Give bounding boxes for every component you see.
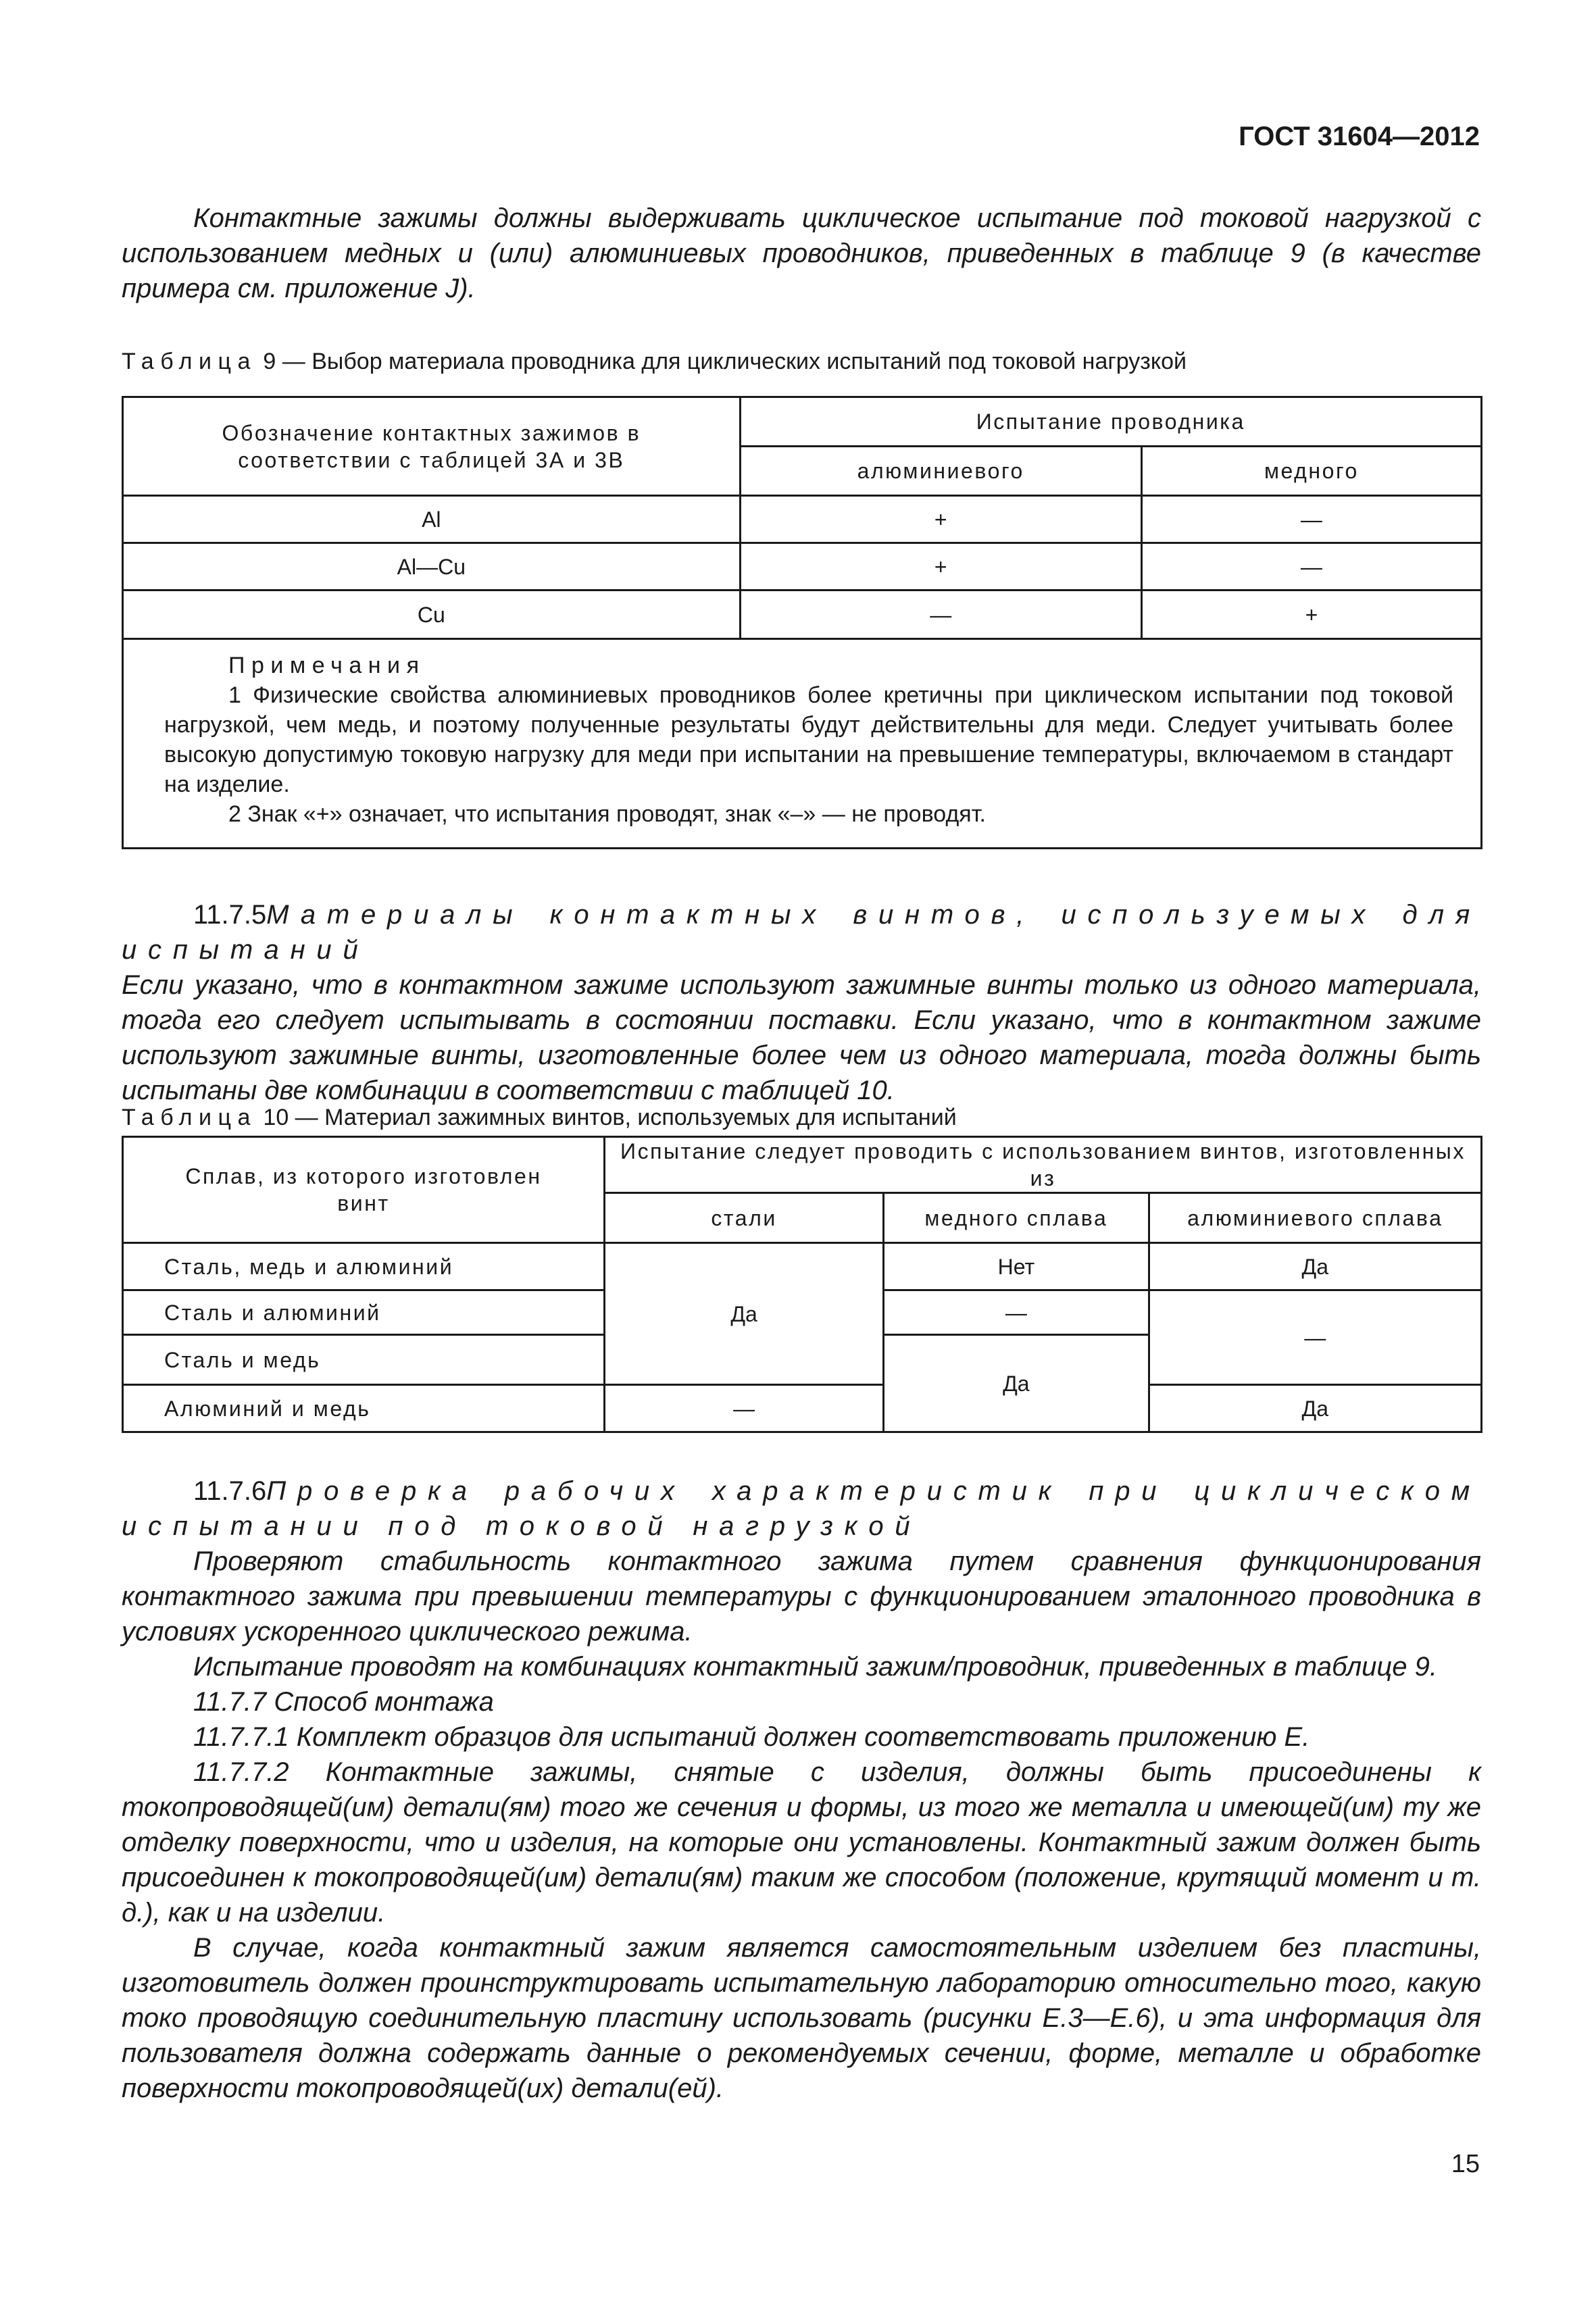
table9-notes	[123, 639, 1482, 849]
table10-cell-al-yes: Да	[1149, 1385, 1481, 1432]
table10-cell-steel-yes: Да	[604, 1243, 883, 1385]
table10-cell-copper-dash: —	[884, 1290, 1149, 1335]
table9-head-conductor-test: Испытание проводника	[740, 397, 1481, 447]
document-header: ГОСТ 31604—2012	[1239, 122, 1480, 151]
table10-cell-al-dash: —	[1149, 1290, 1481, 1385]
table10-head-test-group: Испытание следует проводить с использованием винтов, изготовленных из	[604, 1137, 1481, 1193]
section-title: Проверка рабочих характеристик при циклическом испытании под токовой нагрузкой	[122, 1476, 1481, 1541]
table9-cell-al: +	[740, 543, 1141, 590]
table9-cell-al: —	[740, 590, 1141, 639]
table9-cell-cu: —	[1141, 496, 1481, 543]
table10-row-name: Сталь и алюминий	[123, 1290, 605, 1335]
table10-caption-word: Таблица	[122, 1105, 257, 1130]
table10-row-name: Алюминий и медь	[123, 1385, 605, 1432]
paragraph: Испытание проводят на комбинациях контактный зажим/проводник, приведенных в таблице 9.	[193, 1652, 1437, 1682]
table9-row-name: Al—Cu	[123, 543, 741, 590]
table10-cell-copper-no: Нет	[884, 1243, 1149, 1290]
section-11-7-6	[122, 1474, 1481, 1544]
notes-title: Примечания	[228, 653, 426, 678]
section-11-7-5	[122, 897, 1481, 1108]
table9-cell-cu: +	[1141, 590, 1481, 639]
table10-cell-al-yes: Да	[1149, 1243, 1481, 1290]
table9-head-designation: Обозначение контактных зажимов в соответствии с таблицей 3А и 3В	[123, 397, 741, 496]
paragraph: В случае, когда контактный зажим является самостоятельным изделием без пластины, изготовитель должен проинструктировать испытательную лабораторию относительно того, какую токо проводящую соединительную пластину использовать (рисунки Е.3—Е.6), и эта информация для пользователя должна содержать данные о рекомендуемых сечении, форме, металле и обработке поверхности токопроводящей(их) детали(ей).	[122, 1933, 1481, 2103]
paragraph: Проверяют стабильность контактного зажима путем сравнения функционирования контактного зажима при превышении температуры с функционированием эталонного проводника в условиях ускоренного циклического режима.	[122, 1546, 1481, 1646]
table9-row-name: Cu	[123, 590, 741, 639]
table10-cell-steel-dash: —	[604, 1385, 883, 1432]
table9-cell-cu: —	[1141, 543, 1481, 590]
table10-row-name: Сталь, медь и алюминий	[123, 1243, 605, 1290]
table9-caption-word: Таблица	[122, 349, 257, 374]
paragraph: 11.7.7.1 Комплект образцов для испытаний должен соответствовать приложению Е.	[193, 1722, 1310, 1752]
section-11-7-6-body	[122, 1544, 1481, 2106]
section-body: Если указано, что в контактном зажиме используют зажимные винты только из одного материала, тогда его следует испытывать в состоянии поставки. Если указано, что в контактном зажиме используют зажимные винты, изготовленные более чем из одного материала, тогда должны быть испытаны две комбинации в соответствии с таблицей 10.	[122, 970, 1481, 1105]
table9-caption	[122, 347, 1187, 376]
paragraph: 11.7.7.2 Контактные зажимы, снятые с изделия, должны быть присоединены к токопроводящей(им) детали(ям) того же сечения и формы, из того же металла и имеющей(им) ту же отделку поверхности, что и изделия, на которые они установлены. Контактный зажим должен быть присоединен к токопроводящей(им) детали(ям) таким же способом (положение, крутящий момент и т. д.), как и на изделии.	[122, 1757, 1481, 1928]
table9-head-copper: медного	[1141, 447, 1481, 496]
section-number: 11.7.6	[193, 1476, 267, 1506]
table10-head-aluminium-alloy: алюминиевого сплава	[1149, 1193, 1481, 1243]
table10-cell-copper-yes: Да	[884, 1335, 1149, 1432]
note-1: 1 Физические свойства алюминиевых проводников более кретичны при циклическом испытании под токовой нагрузкой, чем медь, и поэтому полученные результаты будут действительны для меди. Следует учитывать более высокую допустимую токовую нагрузку для меди при испытании на превышение температуры, включаемом в стандарт на изделие.	[164, 682, 1453, 797]
table9	[122, 396, 1482, 849]
section-title: Материалы контактных винтов, используемых для испытаний	[122, 900, 1481, 965]
table9-row-name: Al	[123, 496, 741, 543]
section-number: 11.7.5	[193, 900, 267, 930]
table9-caption-text: 9 — Выбор материала проводника для циклических испытаний под токовой нагрузкой	[263, 349, 1187, 374]
note-2: 2 Знак «+» означает, что испытания проводят, знак «–» — не проводят.	[228, 801, 986, 827]
page-number: 15	[1451, 2150, 1480, 2178]
table10-row-name: Сталь и медь	[123, 1335, 605, 1385]
table10-head-alloy: Сплав, из которого изготовлен винт	[123, 1137, 605, 1243]
table10-caption	[122, 1103, 957, 1132]
paragraph: 11.7.7 Способ монтажа	[193, 1687, 494, 1717]
table10	[122, 1136, 1482, 1433]
table9-cell-al: +	[740, 496, 1141, 543]
table9-head-aluminium: алюминиевого	[740, 447, 1141, 496]
table10-caption-text: 10 — Материал зажимных винтов, используемых для испытаний	[263, 1105, 957, 1130]
table10-head-steel: стали	[604, 1193, 883, 1243]
intro-paragraph: Контактные зажимы должны выдерживать циклическое испытание под токовой нагрузкой с использованием медных и (или) алюминиевых проводников, приведенных в таблице 9 (в качестве примера см. приложение J).	[122, 203, 1481, 303]
table10-head-copper-alloy: медного сплава	[884, 1193, 1149, 1243]
